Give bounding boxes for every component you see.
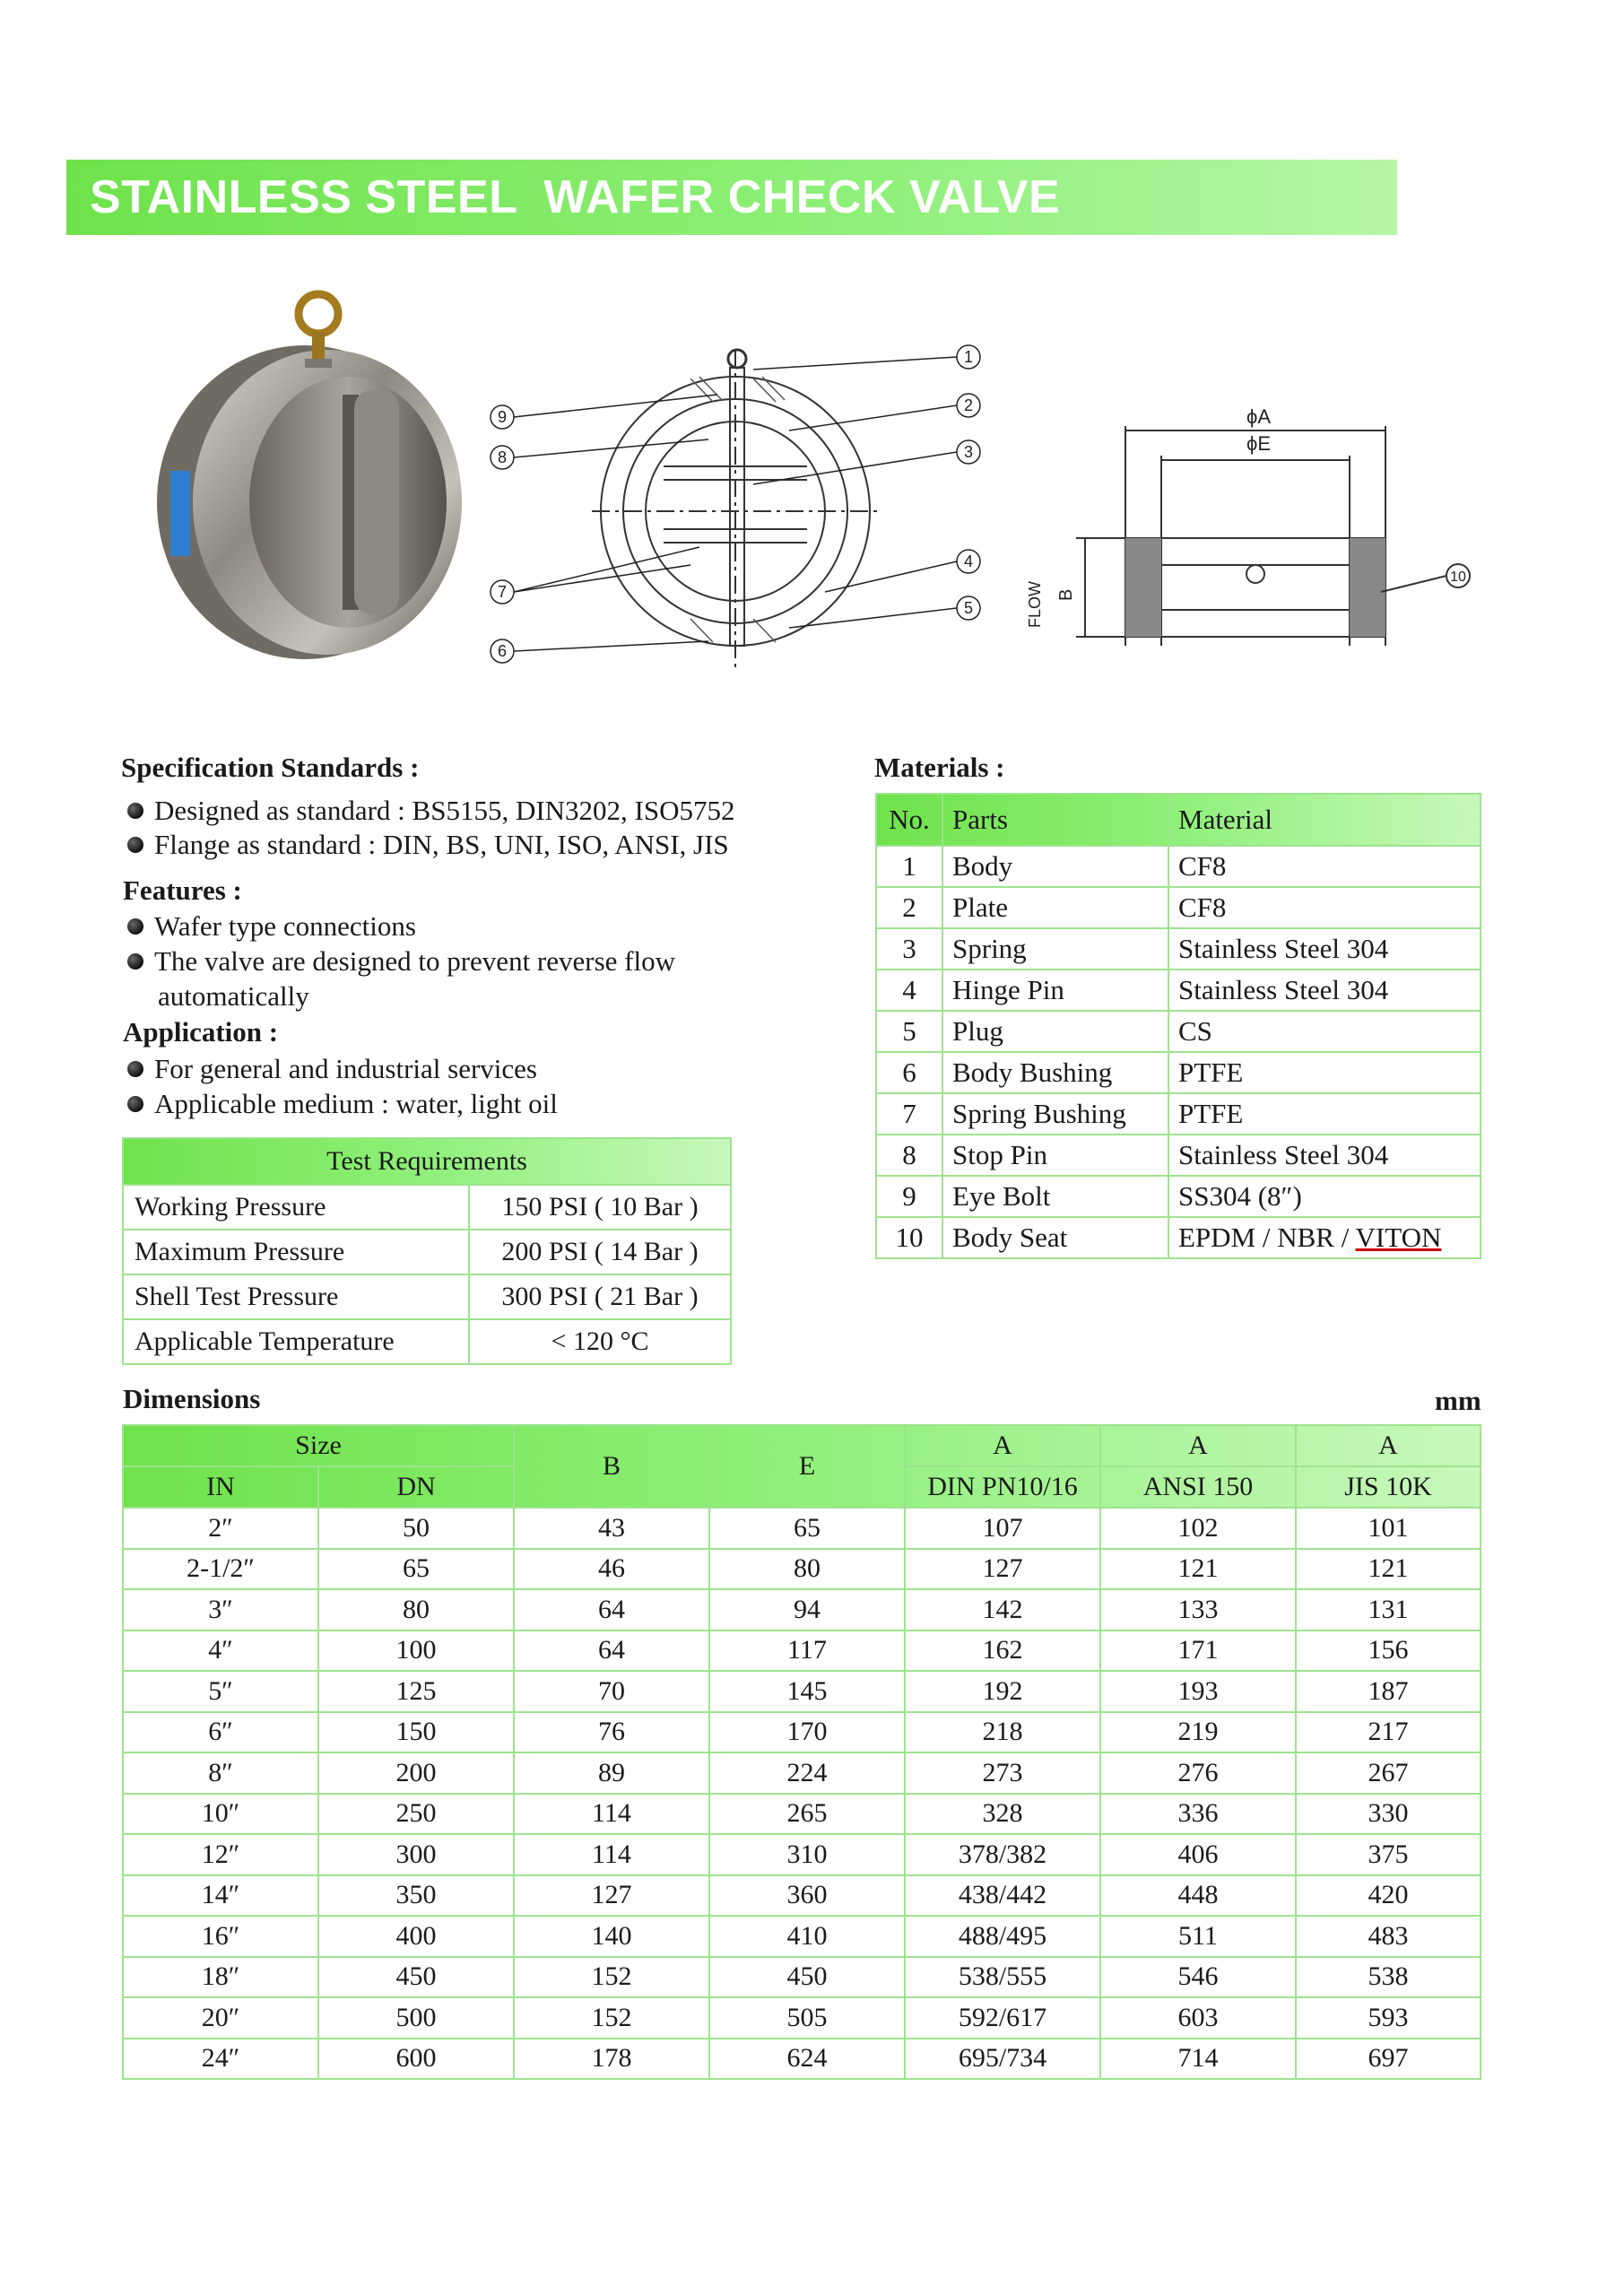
table-row bbox=[876, 1217, 1481, 1258]
table-row bbox=[123, 1549, 1481, 1590]
table-header-row bbox=[876, 794, 1481, 846]
cell-part: Body bbox=[942, 846, 1168, 887]
cell-a-jis: 593 bbox=[1296, 1997, 1481, 2039]
col-a-jis: A bbox=[1296, 1425, 1481, 1466]
cell-a-ansi: 133 bbox=[1100, 1589, 1296, 1630]
cell-in: 5″ bbox=[123, 1671, 318, 1712]
test-label: Working Pressure bbox=[123, 1185, 469, 1230]
cell-no: 6 bbox=[876, 1052, 942, 1093]
cell-a-din: 488/495 bbox=[905, 1916, 1100, 1957]
table-row bbox=[876, 970, 1481, 1011]
cell-dn: 250 bbox=[318, 1794, 514, 1835]
cell-e: 80 bbox=[709, 1549, 905, 1590]
cell-a-din: 438/442 bbox=[905, 1875, 1100, 1917]
cell-e: 94 bbox=[709, 1589, 905, 1630]
col-in: IN bbox=[123, 1466, 318, 1508]
cell-dn: 50 bbox=[318, 1508, 514, 1549]
cell-in: 2-1/2″ bbox=[123, 1549, 318, 1590]
cell-material: Stainless Steel 304 bbox=[1168, 970, 1481, 1011]
table-row bbox=[123, 1508, 1481, 1549]
valve-side-drawing bbox=[986, 386, 1489, 655]
application-item: For general and industrial services bbox=[127, 1053, 537, 1085]
cell-in: 10″ bbox=[123, 1794, 318, 1835]
col-no: No. bbox=[876, 794, 942, 846]
cell-material: SS304 (8″) bbox=[1168, 1176, 1481, 1217]
cell-a-ansi: 219 bbox=[1100, 1712, 1296, 1753]
test-heading: Test Requirements bbox=[123, 1138, 731, 1185]
cell-b: 46 bbox=[514, 1549, 709, 1590]
cell-a-jis: 330 bbox=[1296, 1794, 1481, 1835]
table-row bbox=[123, 1319, 731, 1364]
callout-5: 5 bbox=[963, 599, 974, 617]
col-material: Material bbox=[1168, 794, 1481, 846]
materials-heading: Materials : bbox=[874, 752, 1005, 783]
page-title: STAINLESS STEEL WAFER CHECK VALVE bbox=[90, 171, 1061, 223]
table-row bbox=[123, 2039, 1481, 2080]
cell-a-ansi: 714 bbox=[1100, 2039, 1296, 2080]
col-a-jis-sub: JIS 10K bbox=[1296, 1466, 1481, 1508]
cell-e: 505 bbox=[709, 1997, 905, 2039]
phi-a-label: ϕA bbox=[1246, 405, 1271, 428]
application-item: Applicable medium : water, light oil bbox=[127, 1088, 558, 1120]
cell-material: CF8 bbox=[1168, 887, 1481, 928]
cell-a-jis: 156 bbox=[1296, 1630, 1481, 1672]
bullet-icon bbox=[127, 803, 143, 819]
cell-a-jis: 121 bbox=[1296, 1549, 1481, 1590]
cell-a-jis: 375 bbox=[1296, 1834, 1481, 1875]
table-row bbox=[123, 1794, 1481, 1835]
cell-a-jis: 697 bbox=[1296, 2039, 1481, 2080]
cell-no: 4 bbox=[876, 970, 942, 1011]
table-row bbox=[123, 1916, 1481, 1957]
table-row bbox=[123, 1185, 731, 1230]
cell-b: 114 bbox=[514, 1834, 709, 1875]
cell-a-ansi: 171 bbox=[1100, 1630, 1296, 1672]
cell-in: 24″ bbox=[123, 2039, 318, 2080]
col-b: B bbox=[514, 1425, 709, 1508]
spec-heading: Specification Standards : bbox=[121, 752, 420, 783]
dimensions-units: mm bbox=[1435, 1385, 1481, 1416]
dimensions-table bbox=[122, 1424, 1481, 2080]
cell-b: 114 bbox=[514, 1794, 709, 1835]
cell-in: 20″ bbox=[123, 1997, 318, 2039]
cell-b: 127 bbox=[514, 1875, 709, 1917]
table-row bbox=[123, 1274, 731, 1319]
cell-e: 117 bbox=[709, 1630, 905, 1672]
table-row bbox=[876, 1052, 1481, 1093]
cell-part: Spring Bushing bbox=[942, 1093, 1168, 1135]
cell-dn: 65 bbox=[318, 1549, 514, 1590]
b-label: B bbox=[1056, 588, 1076, 601]
callout-7: 7 bbox=[497, 583, 508, 601]
callout-8: 8 bbox=[497, 448, 508, 466]
cell-a-din: 273 bbox=[905, 1752, 1100, 1794]
cell-a-din: 538/555 bbox=[905, 1957, 1100, 1998]
table-row bbox=[876, 887, 1481, 928]
cell-a-din: 192 bbox=[905, 1671, 1100, 1712]
test-value: 300 PSI ( 21 Bar ) bbox=[469, 1274, 731, 1319]
cell-no: 1 bbox=[876, 846, 942, 887]
cell-a-din: 127 bbox=[905, 1549, 1100, 1590]
test-value: 150 PSI ( 10 Bar ) bbox=[469, 1185, 731, 1230]
col-a-ansi-sub: ANSI 150 bbox=[1100, 1466, 1296, 1508]
feature-item: Wafer type connections bbox=[127, 910, 416, 943]
cell-material: Stainless Steel 304 bbox=[1168, 928, 1481, 970]
cell-a-din: 378/382 bbox=[905, 1834, 1100, 1875]
cell-a-ansi: 193 bbox=[1100, 1671, 1296, 1712]
cell-no: 5 bbox=[876, 1011, 942, 1052]
cell-a-jis: 217 bbox=[1296, 1712, 1481, 1753]
cell-material: Stainless Steel 304 bbox=[1168, 1135, 1481, 1176]
callout-3: 3 bbox=[963, 443, 974, 461]
cell-dn: 200 bbox=[318, 1752, 514, 1794]
cell-a-din: 162 bbox=[905, 1630, 1100, 1672]
cell-in: 2″ bbox=[123, 1508, 318, 1549]
cell-a-din: 695/734 bbox=[905, 2039, 1100, 2080]
cell-a-din: 218 bbox=[905, 1712, 1100, 1753]
cell-material bbox=[1168, 1217, 1481, 1258]
table-row bbox=[123, 1752, 1481, 1794]
cell-b: 152 bbox=[514, 1997, 709, 2039]
test-value: 200 PSI ( 14 Bar ) bbox=[469, 1230, 731, 1274]
cell-no: 3 bbox=[876, 928, 942, 970]
cell-e: 360 bbox=[709, 1875, 905, 1917]
cell-in: 8″ bbox=[123, 1752, 318, 1794]
cell-dn: 100 bbox=[318, 1630, 514, 1672]
table-row bbox=[123, 1671, 1481, 1712]
cell-in: 16″ bbox=[123, 1916, 318, 1957]
table-row bbox=[876, 1093, 1481, 1135]
callout-6: 6 bbox=[497, 642, 508, 660]
bullet-icon bbox=[127, 918, 143, 935]
material-text: EPDM / NBR / bbox=[1178, 1222, 1356, 1253]
col-e: E bbox=[709, 1425, 905, 1508]
table-row bbox=[123, 1230, 731, 1274]
cell-no: 10 bbox=[876, 1217, 942, 1258]
spec-item: Flange as standard : DIN, BS, UNI, ISO, ANSI, JIS bbox=[127, 829, 729, 861]
cell-dn: 80 bbox=[318, 1589, 514, 1630]
cell-material: CS bbox=[1168, 1011, 1481, 1052]
flow-label: FLOW bbox=[1026, 581, 1044, 628]
col-size: Size bbox=[123, 1425, 514, 1466]
table-row bbox=[123, 1957, 1481, 1998]
cell-dn: 300 bbox=[318, 1834, 514, 1875]
cell-in: 6″ bbox=[123, 1712, 318, 1753]
cell-e: 65 bbox=[709, 1508, 905, 1549]
test-label: Shell Test Pressure bbox=[123, 1274, 469, 1319]
cell-a-jis: 101 bbox=[1296, 1508, 1481, 1549]
bullet-icon bbox=[127, 837, 143, 853]
cell-part: Eye Bolt bbox=[942, 1176, 1168, 1217]
cell-b: 76 bbox=[514, 1712, 709, 1753]
table-row bbox=[123, 1712, 1481, 1753]
test-value: < 120 °C bbox=[469, 1319, 731, 1364]
col-dn: DN bbox=[318, 1466, 514, 1508]
cell-a-ansi: 336 bbox=[1100, 1794, 1296, 1835]
cell-b: 89 bbox=[514, 1752, 709, 1794]
table-header-row bbox=[123, 1425, 1481, 1466]
cell-in: 18″ bbox=[123, 1957, 318, 1998]
col-a-din-sub: DIN PN10/16 bbox=[905, 1466, 1100, 1508]
cell-b: 70 bbox=[514, 1671, 709, 1712]
table-row bbox=[123, 1630, 1481, 1672]
cell-a-ansi: 121 bbox=[1100, 1549, 1296, 1590]
cell-a-din: 142 bbox=[905, 1589, 1100, 1630]
cell-e: 450 bbox=[709, 1957, 905, 1998]
cell-a-ansi: 603 bbox=[1100, 1997, 1296, 2039]
title-bar bbox=[66, 160, 1397, 235]
cell-dn: 350 bbox=[318, 1875, 514, 1917]
phi-e-label: ϕE bbox=[1246, 432, 1271, 455]
valve-section-drawing bbox=[484, 332, 986, 691]
cell-part: Hinge Pin bbox=[942, 970, 1168, 1011]
cell-part: Spring bbox=[942, 928, 1168, 970]
cell-a-jis: 267 bbox=[1296, 1752, 1481, 1794]
table-row bbox=[876, 1176, 1481, 1217]
cell-dn: 400 bbox=[318, 1916, 514, 1957]
callout-2: 2 bbox=[963, 396, 974, 414]
col-parts: Parts bbox=[942, 794, 1168, 846]
cell-a-ansi: 102 bbox=[1100, 1508, 1296, 1549]
dimensions-heading: Dimensions bbox=[123, 1383, 261, 1414]
table-row bbox=[876, 928, 1481, 970]
bullet-icon bbox=[127, 1061, 143, 1077]
materials-table bbox=[875, 793, 1481, 1259]
feature-item: The valve are designed to prevent reverse flow bbox=[127, 945, 675, 978]
table-row bbox=[123, 1834, 1481, 1875]
cell-in: 4″ bbox=[123, 1630, 318, 1672]
cell-in: 3″ bbox=[123, 1589, 318, 1630]
cell-dn: 150 bbox=[318, 1712, 514, 1753]
col-a-din: A bbox=[905, 1425, 1100, 1466]
cell-part: Plug bbox=[942, 1011, 1168, 1052]
cell-a-jis: 187 bbox=[1296, 1671, 1481, 1712]
table-row bbox=[876, 846, 1481, 887]
cell-b: 64 bbox=[514, 1589, 709, 1630]
cell-in: 14″ bbox=[123, 1875, 318, 1917]
cell-a-jis: 131 bbox=[1296, 1589, 1481, 1630]
table-row bbox=[876, 1135, 1481, 1176]
table-row bbox=[876, 1011, 1481, 1052]
feature-item-continuation: automatically bbox=[158, 980, 309, 1012]
test-requirements-table bbox=[122, 1137, 732, 1365]
cell-no: 2 bbox=[876, 887, 942, 928]
cell-e: 310 bbox=[709, 1834, 905, 1875]
bullet-icon bbox=[127, 953, 143, 970]
cell-part: Stop Pin bbox=[942, 1135, 1168, 1176]
test-label: Applicable Temperature bbox=[123, 1319, 469, 1364]
table-header-row bbox=[123, 1138, 731, 1185]
col-a-ansi: A bbox=[1100, 1425, 1296, 1466]
callout-4: 4 bbox=[963, 552, 974, 570]
cell-part: Body Seat bbox=[942, 1217, 1168, 1258]
cell-a-din: 328 bbox=[905, 1794, 1100, 1835]
cell-b: 43 bbox=[514, 1508, 709, 1549]
cell-no: 7 bbox=[876, 1093, 942, 1135]
cell-material: PTFE bbox=[1168, 1093, 1481, 1135]
cell-a-jis: 538 bbox=[1296, 1957, 1481, 1998]
cell-dn: 600 bbox=[318, 2039, 514, 2080]
cell-a-din: 592/617 bbox=[905, 1997, 1100, 2039]
spec-item: Designed as standard : BS5155, DIN3202, ISO5752 bbox=[127, 795, 735, 827]
cell-a-jis: 483 bbox=[1296, 1916, 1481, 1957]
cell-material: CF8 bbox=[1168, 846, 1481, 887]
cell-b: 152 bbox=[514, 1957, 709, 1998]
cell-e: 145 bbox=[709, 1671, 905, 1712]
cell-a-ansi: 276 bbox=[1100, 1752, 1296, 1794]
cell-a-din: 107 bbox=[905, 1508, 1100, 1549]
cell-dn: 500 bbox=[318, 1997, 514, 2039]
cell-a-ansi: 546 bbox=[1100, 1957, 1296, 1998]
cell-dn: 125 bbox=[318, 1671, 514, 1712]
cell-material: PTFE bbox=[1168, 1052, 1481, 1093]
table-row bbox=[123, 1997, 1481, 2039]
cell-dn: 450 bbox=[318, 1957, 514, 1998]
cell-e: 170 bbox=[709, 1712, 905, 1753]
callout-1: 1 bbox=[963, 348, 974, 366]
cell-b: 140 bbox=[514, 1916, 709, 1957]
cell-a-ansi: 406 bbox=[1100, 1834, 1296, 1875]
cell-e: 265 bbox=[709, 1794, 905, 1835]
table-row bbox=[123, 1589, 1481, 1630]
features-heading: Features : bbox=[123, 874, 242, 906]
cell-in: 12″ bbox=[123, 1834, 318, 1875]
test-label: Maximum Pressure bbox=[123, 1230, 469, 1274]
cell-e: 410 bbox=[709, 1916, 905, 1957]
cell-a-jis: 420 bbox=[1296, 1875, 1481, 1917]
cell-e: 224 bbox=[709, 1752, 905, 1794]
cell-b: 178 bbox=[514, 2039, 709, 2080]
cell-a-ansi: 448 bbox=[1100, 1875, 1296, 1917]
dimensions-body bbox=[123, 1508, 1481, 2079]
cell-part: Plate bbox=[942, 887, 1168, 928]
cell-b: 64 bbox=[514, 1630, 709, 1672]
material-viton: VITON bbox=[1355, 1222, 1442, 1253]
valve-photo bbox=[135, 278, 475, 673]
cell-no: 9 bbox=[876, 1176, 942, 1217]
cell-part: Body Bushing bbox=[942, 1052, 1168, 1093]
cell-a-ansi: 511 bbox=[1100, 1916, 1296, 1957]
application-heading: Application : bbox=[123, 1016, 279, 1048]
callout-9: 9 bbox=[497, 408, 508, 426]
table-row bbox=[123, 1875, 1481, 1917]
bullet-icon bbox=[127, 1096, 143, 1112]
callout-10: 10 bbox=[1450, 570, 1466, 585]
cell-no: 8 bbox=[876, 1135, 942, 1176]
cell-e: 624 bbox=[709, 2039, 905, 2080]
